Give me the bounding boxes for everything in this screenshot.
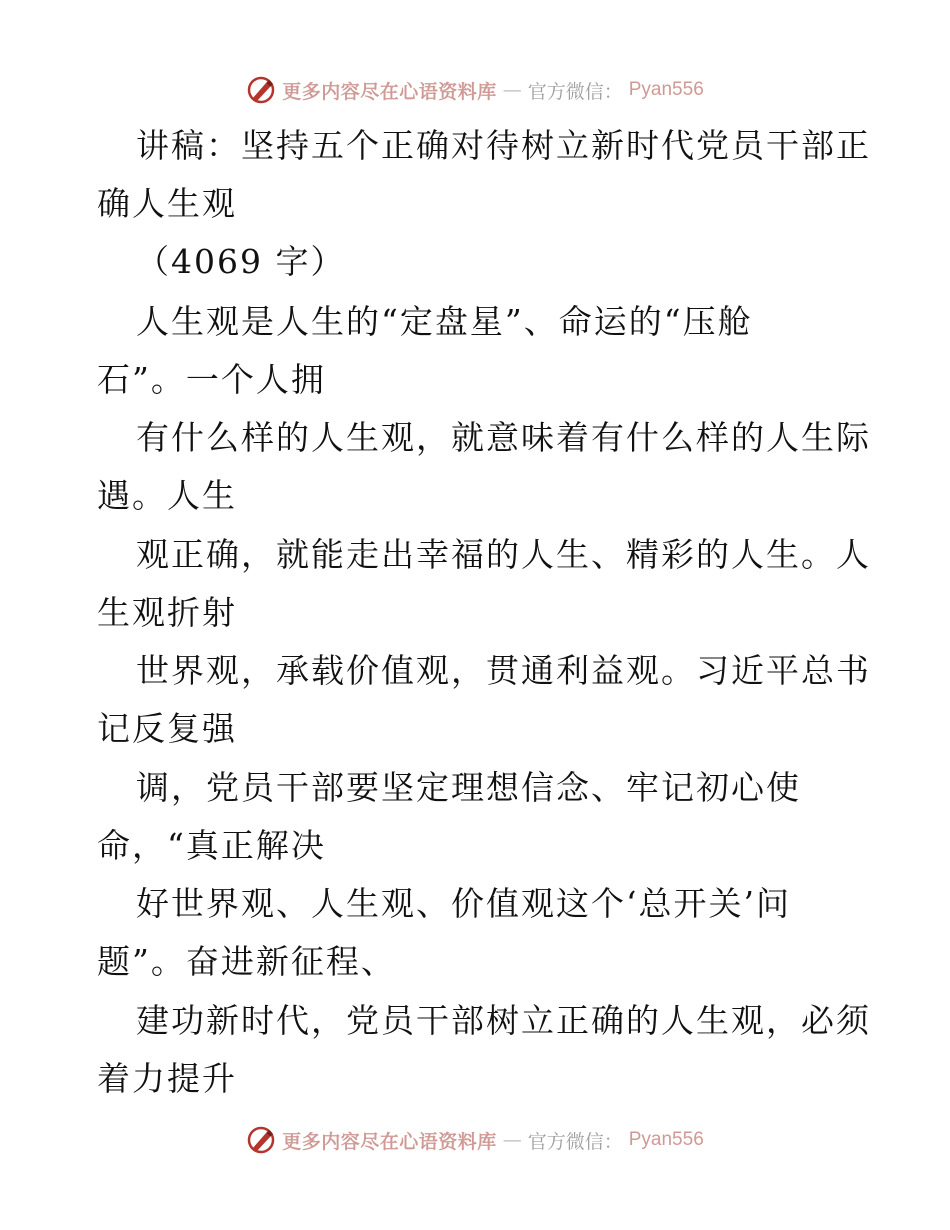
pen-logo-icon	[246, 1125, 276, 1155]
watermark-label: 官方微信：	[527, 80, 623, 103]
paragraph-line: 生观折射	[97, 593, 237, 632]
paragraph-line: 好世界观、人生观、价值观这个‘总开关’问	[136, 884, 791, 923]
paragraph-line: 记反复强	[97, 709, 237, 748]
footer-watermark	[0, 1120, 950, 1160]
paragraph-line: 调，党员干部要坚定理想信念、牢记初心使	[136, 768, 801, 807]
title-line-2: 确人生观	[97, 184, 237, 223]
paragraph-line: 题”。奋进新征程、	[97, 942, 396, 981]
paragraph-line: 世界观，承载价值观，贯通利益观。习近平总书	[136, 651, 871, 690]
watermark-label: 官方微信：	[527, 1130, 623, 1153]
watermark-separator: —	[502, 79, 522, 101]
pen-logo-icon	[246, 75, 276, 105]
watermark-wechat-id: Pyan556	[628, 79, 704, 100]
paragraph-line: 有什么样的人生观，就意味着有什么样的人生际	[136, 418, 871, 457]
watermark-brand: 更多内容尽在心语资料库	[282, 1130, 497, 1153]
watermark-brand: 更多内容尽在心语资料库	[282, 80, 497, 103]
word-count: （4069 字）	[136, 242, 346, 281]
paragraph-line: 观正确，就能走出幸福的人生、精彩的人生。人	[136, 535, 871, 574]
watermark-separator: —	[502, 1129, 522, 1151]
paragraph-line: 人生观是人生的“定盘星”、命运的“压舱	[136, 302, 753, 341]
paragraph-line: 命，“真正解决	[97, 826, 326, 865]
paragraph-line: 石”。一个人拥	[97, 360, 326, 399]
title-line-1: 讲稿：坚持五个正确对待树立新时代党员干部正	[136, 126, 871, 165]
header-watermark	[0, 70, 950, 110]
paragraph-line: 遇。人生	[97, 476, 237, 515]
paragraph-line: 着力提升	[97, 1059, 237, 1098]
watermark-wechat-id: Pyan556	[628, 1129, 704, 1150]
paragraph-line: 建功新时代，党员干部树立正确的人生观，必须	[136, 1001, 871, 1040]
